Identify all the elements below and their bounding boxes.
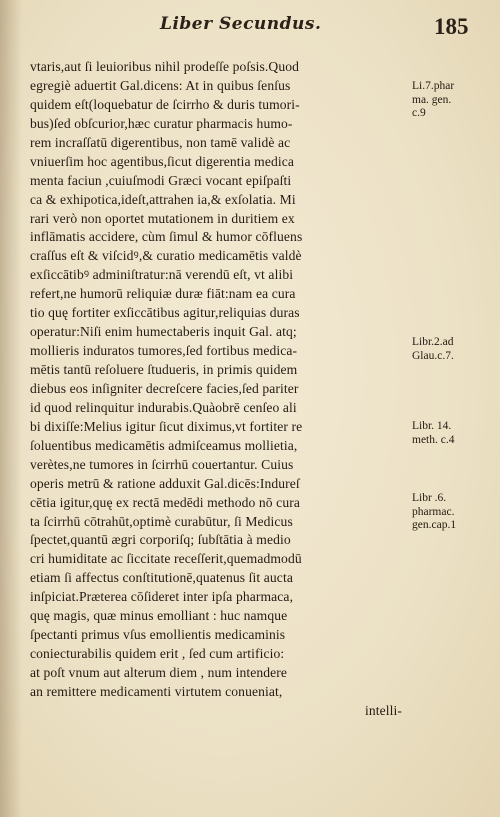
text-line: vniuerſim hoc agentibus,ſicut digerentia medica	[30, 153, 295, 169]
margin-note-line: Libr.2.ad	[412, 336, 454, 348]
margin-note-line: Li.7.phar	[412, 80, 455, 92]
text-line: cētia igitur,quę ex rectā medēdi methodo nō cura	[30, 494, 300, 510]
margin-note-line: Libr. 14.	[412, 420, 452, 432]
text-line: quidem eſt(loquebatur de ſcirrho & duris tumori-	[30, 96, 300, 112]
text-line: exſiccātibꝰ adminiſtratur:nā verendū eſt, vt alibi	[30, 267, 294, 283]
margin-note-line: meth. c.4	[412, 433, 455, 446]
text-line: mollieris induratos tumores,ſed fortibus medica-	[30, 343, 298, 359]
margin-note-4	[412, 492, 496, 533]
text-line: menta faciun ,cuiuſmodi Græci vocant epiſpaſti	[30, 172, 292, 188]
margin-note-line: gen.cap.1	[412, 519, 457, 531]
main-text-block	[30, 58, 406, 721]
text-line: etiam ſi affectus conſtitutionē,quatenus ſit aucta	[30, 570, 293, 586]
margin-note-3	[412, 420, 496, 447]
text-line: refert,ne humorū reliquiæ duræ fiāt:nam ea cura	[30, 286, 296, 302]
text-line: mētis tantū reſoluere ſtudueris, in primis quidem	[30, 362, 298, 377]
text-line: quę magis, quæ minus emolliant : huc namque	[30, 608, 288, 624]
text-line: an remittere medicamenti virtutem conueniat,	[30, 683, 283, 699]
margin-note-2	[412, 336, 496, 363]
text-line: diebus eos inſigniter decreſcere facies,ſed pariter	[30, 380, 299, 396]
gutter-shadow	[0, 0, 22, 817]
text-line: operatur:Niſi enim humectaberis inquit Gal. atq;	[30, 324, 297, 340]
text-line: tio quę fortiter exſiccātibus agitur,reliquias duras	[30, 305, 300, 321]
text-line: ca & exhipotica,ideſt,attrahen ia,& exſolatia. Mi	[30, 191, 296, 207]
text-line: inſpiciat.Præterea cōſideret inter ipſa pharmaca,	[30, 589, 294, 605]
text-line: id quod relinquitur indurabis.Quàobrē cenſeo ali	[30, 399, 297, 415]
text-line: bus)ſed obſcurior,hæc curatur pharmacis humo-	[30, 115, 293, 131]
text-line: cri humiditate ac ſiccitate receſſerit,quemadmodū	[30, 551, 302, 567]
text-line: bi dixiſſe:Melius igitur ſicut diximus,vt fortiter re	[30, 418, 303, 434]
catchword: intelli-	[364, 702, 402, 718]
text-line: inflāmatis accidere, cùm ſimul & humor cōfluens	[30, 229, 303, 245]
margin-note-1	[412, 80, 496, 121]
text-line: operis metrū & ratione adduxit Gal.dicēs:Indureſ	[30, 475, 300, 491]
text-line: ſoluentibus medicamētis admiſceamus mollietia,	[30, 437, 298, 453]
text-line: ſpectanti primus vſus emollientis medicaminis	[30, 627, 286, 643]
text-line: craſſus eſt & viſcidꝰ,& curatio medicamētis valdè	[30, 248, 302, 264]
text-line: rem incraſſatū digerentibus, non tamē validè ac	[30, 134, 291, 150]
running-title: Liber Secundus.	[160, 14, 322, 34]
margin-note-line: Glau.c.7.	[412, 349, 454, 362]
text-line: egregiè aduertit Gal.dicens: At in quibus ſenſus	[30, 77, 291, 93]
margin-note-line: pharmac.	[412, 505, 455, 518]
text-line: ſpectet,quantū ægri corporiſq; ſubſtātia à medio	[30, 532, 291, 548]
text-line: ta ſcirrhū cōtrahūt,optimè curabūtur, ſi Medicus	[30, 513, 293, 529]
text-line: rari verò non oportet mutationem in duritiem ex	[30, 210, 295, 226]
margin-note-line: Libr .6.	[412, 492, 447, 504]
text-line: at poſt vnum aut alterum diem , num intendere	[30, 665, 288, 680]
text-line: verètes,ne tumores in ſcirrhū couertantur. Cuius	[30, 456, 294, 472]
margin-note-line: ma. gen.	[412, 93, 452, 106]
margin-note-line: c.9	[412, 107, 426, 119]
text-line: coniecturabilis quidem erit , ſed cum artificio:	[30, 646, 285, 662]
page-number: 185	[434, 14, 469, 39]
text-line: vtaris,aut ſi leuioribus nihil prodeſſe poſsis.Quod	[30, 59, 300, 74]
